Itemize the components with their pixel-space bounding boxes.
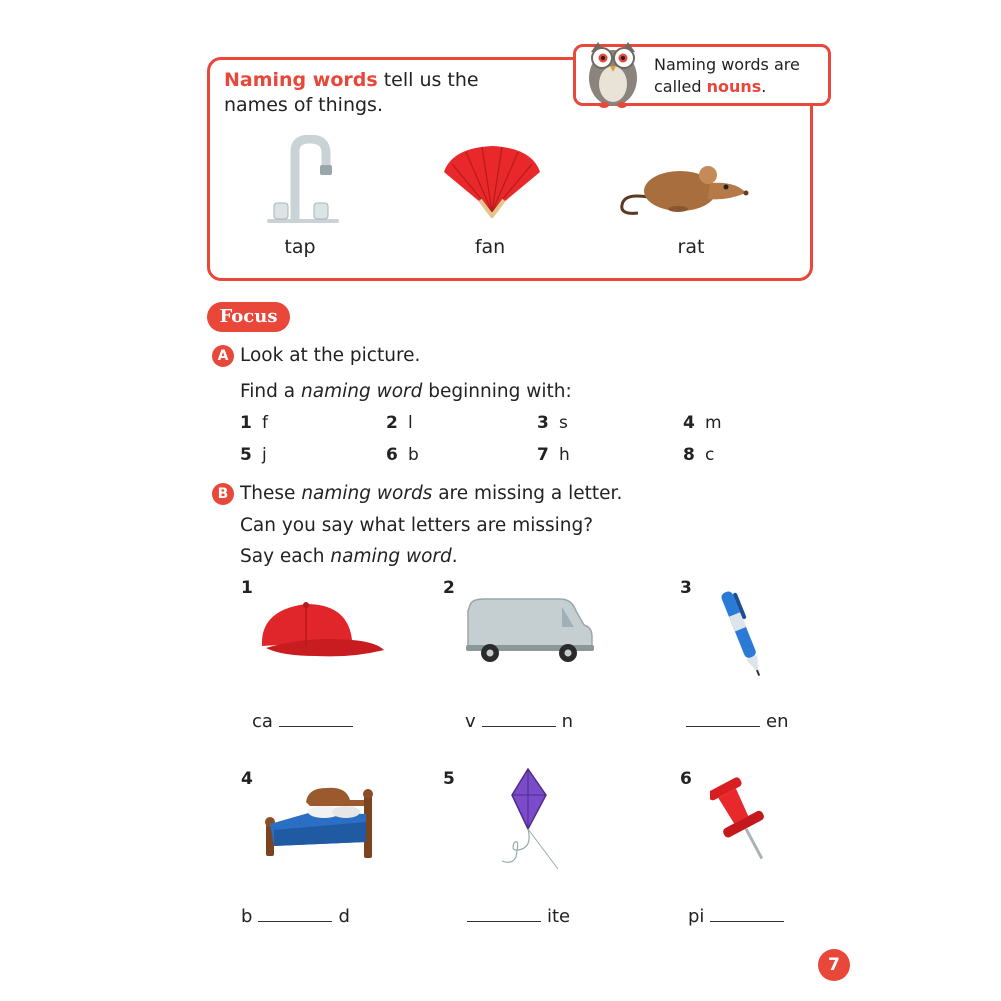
picture-3-word [680,711,788,732]
item-letter: f [262,413,269,433]
section-a-item-3 [537,413,568,433]
intro-highlight: Naming words [224,69,378,91]
pen-icon [716,585,768,681]
blank-line[interactable] [482,726,556,727]
section-a-item-1 [240,413,268,433]
intro-line2: names of things. [224,94,383,116]
picture-2-word [465,711,573,732]
section-a-item-6 [386,445,419,465]
picture-3-number: 3 [680,578,692,598]
item-number: 7 [537,445,549,465]
word-after: d [338,906,350,927]
section-b-line3-prefix: Say each [240,546,331,567]
picture-4-word [241,906,350,927]
section-a-item-8 [683,445,714,465]
section-b-line1-suffix: are missing a letter. [432,483,623,504]
section-a-item-5 [240,445,267,465]
item-letter: s [559,413,568,433]
section-a-line2-prefix: Find a [240,381,302,402]
picture-6-word [688,906,790,927]
blank-line[interactable] [467,921,541,922]
item-number: 8 [683,445,695,465]
word-before: v [465,711,476,732]
picture-5-word [461,906,570,927]
word-before: pi [688,906,705,927]
pin-icon [710,775,776,867]
section-a-line2-italic: naming word [301,381,423,402]
item-number: 2 [386,413,398,433]
fan-icon [442,142,542,218]
item-letter: l [408,413,413,433]
section-b-badge: B [212,483,234,505]
picture-5-number: 5 [443,769,455,789]
item-number: 1 [240,413,252,433]
pic-label-tap: tap [284,236,316,258]
item-letter: h [559,445,570,465]
picture-6-number: 6 [680,769,692,789]
owl-note-prefix: called [654,77,707,96]
bed-icon [262,784,376,860]
section-a-line2 [240,380,572,404]
section-b-line3-italic: naming word [330,546,452,567]
item-letter: m [705,413,722,433]
word-before: b [241,906,253,927]
word-after: en [766,711,789,732]
section-b-line1-italic: naming words [301,483,433,504]
owl-icon [582,36,644,108]
page-number: 7 [818,949,850,981]
item-number: 6 [386,445,398,465]
owl-note-text [654,54,800,98]
rat-icon [618,153,750,219]
section-b-line3 [240,545,458,569]
intro-text [224,68,524,118]
intro-rest: tell us the [377,69,479,91]
picture-1-word [252,711,359,732]
section-b-line3-suffix: . [451,546,458,567]
pic-label-fan: fan [474,236,506,258]
picture-2-number: 2 [443,578,455,598]
section-a-item-7 [537,445,570,465]
blank-line[interactable] [258,921,332,922]
word-after: n [561,711,574,732]
blank-line[interactable] [686,726,760,727]
section-a-item-4 [683,413,722,433]
section-b-line1-prefix: These [240,483,302,504]
section-a-line1: Look at the picture. [240,345,421,366]
section-b-line2: Can you say what letters are missing? [240,515,594,536]
item-number: 3 [537,413,549,433]
item-letter: j [262,445,267,465]
tap-icon [262,135,344,227]
item-number: 4 [683,413,695,433]
section-a-line2-suffix: beginning with: [422,381,572,402]
blank-line[interactable] [710,921,784,922]
section-a-item-2 [386,413,413,433]
item-letter: b [408,445,419,465]
word-after: ite [547,906,571,927]
owl-note-highlight: nouns [706,77,762,96]
section-a-badge: A [212,345,234,367]
cap-icon [256,596,386,664]
owl-note-suffix: . [761,77,767,96]
item-letter: c [705,445,715,465]
picture-1-number: 1 [241,578,253,598]
van-icon [464,597,596,667]
item-number: 5 [240,445,252,465]
section-b-line1 [240,482,622,506]
blank-line[interactable] [279,726,353,727]
picture-4-number: 4 [241,769,253,789]
focus-label: Focus [207,302,290,332]
owl-note-line1: Naming words are [654,55,800,74]
pic-label-rat: rat [677,236,705,258]
word-before: ca [252,711,273,732]
kite-icon [492,765,564,873]
